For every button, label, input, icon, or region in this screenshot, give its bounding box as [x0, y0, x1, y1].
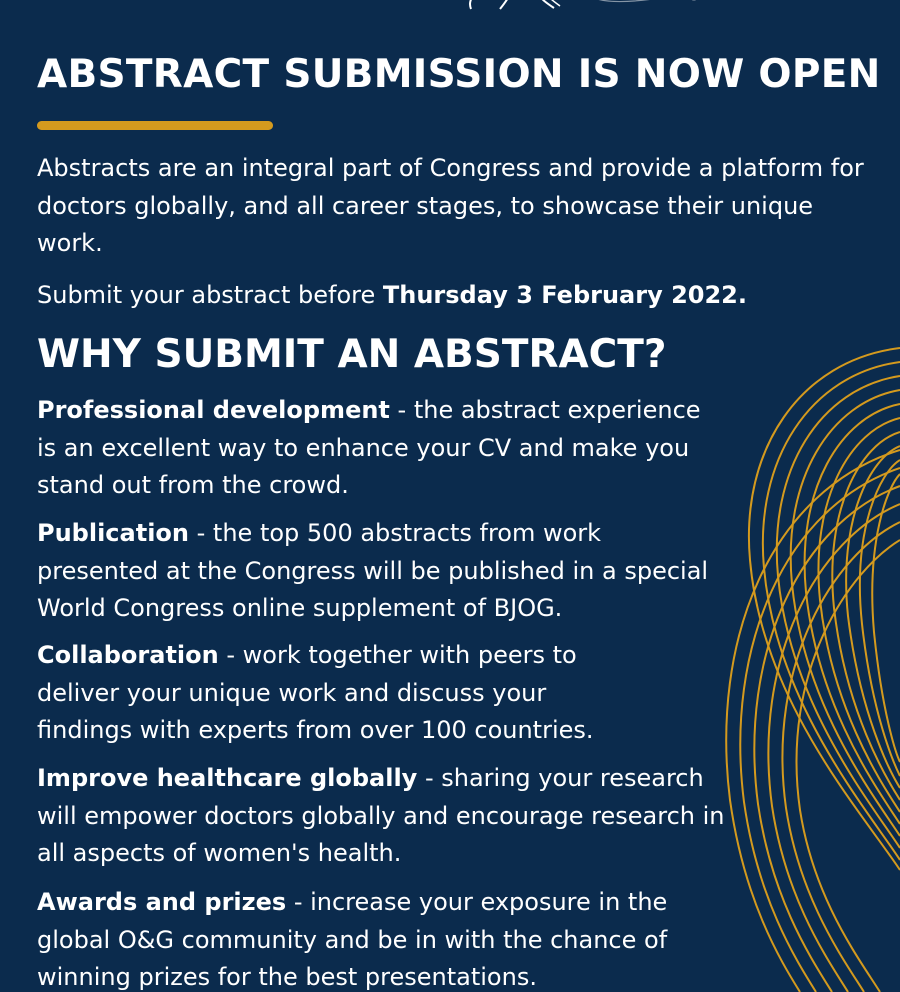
gold-wave-lines-decoration [710, 340, 900, 992]
benefit-professional-development [37, 392, 727, 505]
benefit-text: - the abstract experience is an excellent way to enhance your CV and make you stand out from the crowd. [37, 396, 701, 499]
accent-underline [37, 121, 273, 130]
benefit-awards-prizes [37, 884, 697, 992]
benefit-title: Professional development [37, 396, 390, 424]
why-submit-heading: WHY SUBMIT AN ABSTRACT? [37, 332, 667, 377]
benefit-text: - sharing your research will empower doctors globally and encourage research in all aspects of women's health. [37, 764, 725, 867]
congress-logo-fragment [460, 0, 760, 16]
benefit-collaboration [37, 637, 637, 750]
benefit-title: Improve healthcare globally [37, 764, 418, 792]
deadline-prefix: Submit your abstract before [37, 281, 383, 309]
benefit-title: Awards and prizes [37, 888, 287, 916]
benefit-text: - increase your exposure in the global O&G community and be in with the chance of winning prizes for the best presentations. [37, 888, 668, 991]
benefit-title: Collaboration [37, 641, 219, 669]
benefit-improve-healthcare [37, 760, 727, 873]
benefit-text: - the top 500 abstracts from work presented at the Congress will be published in a special World Congress online supplement of BJOG. [37, 519, 709, 622]
benefit-title: Publication [37, 519, 190, 547]
benefit-publication [37, 515, 727, 628]
benefit-text: - work together with peers to deliver your unique work and discuss your findings with experts from over 100 countries. [37, 641, 594, 744]
deadline-date: Thursday 3 February 2022. [382, 281, 747, 309]
intro-paragraph: Abstracts are an integral part of Congress and provide a platform for doctors globally, and all career stages, to showcase their unique work. [37, 154, 864, 257]
deadline-line [37, 277, 747, 314]
page-title: ABSTRACT SUBMISSION IS NOW OPEN [37, 52, 881, 97]
